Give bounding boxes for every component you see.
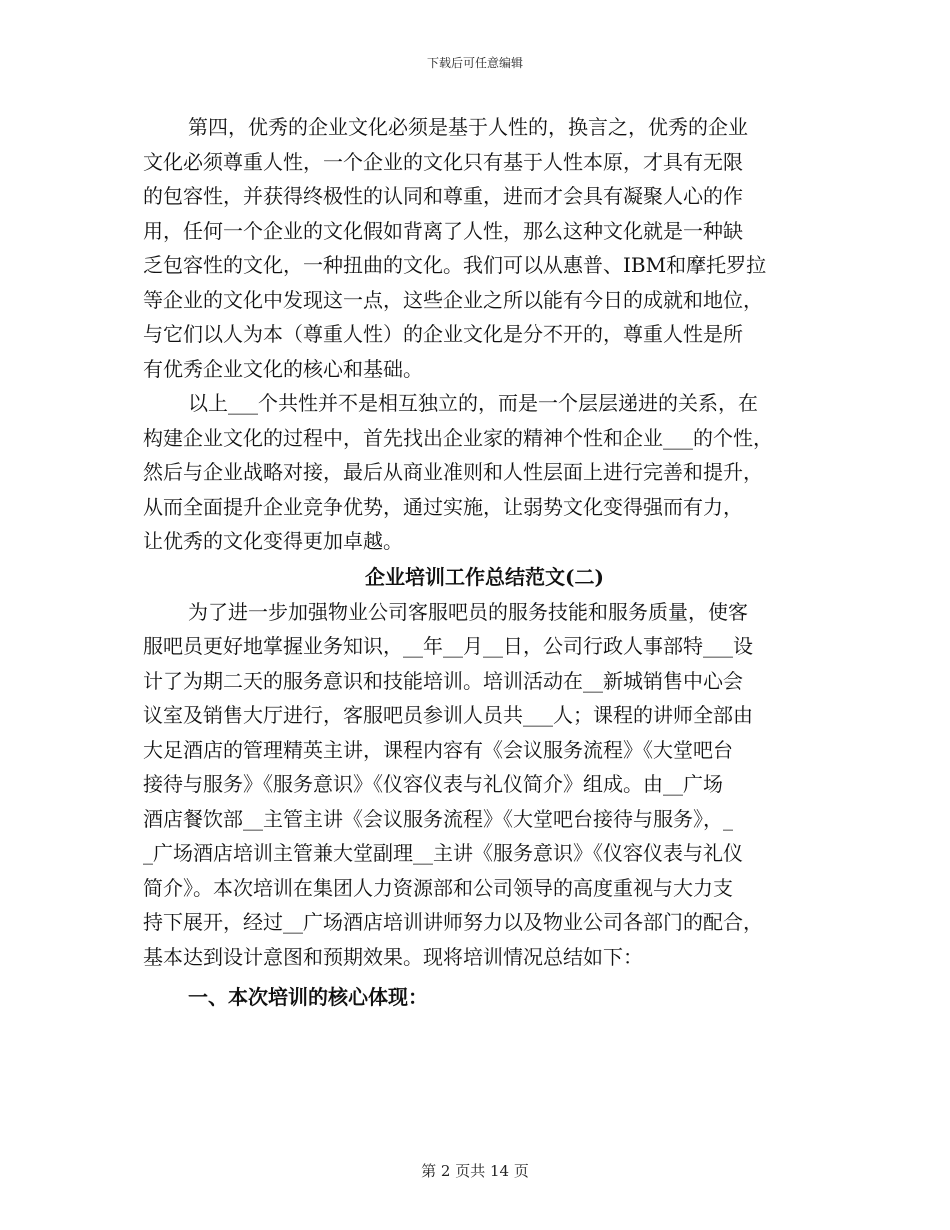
text-line: 的包容性，并获得终极性的认同和尊重，进而才会具有凝聚人心的作 — [143, 184, 743, 208]
text-line: 酒店餐饮部__主管主讲《会议服务流程》《大堂吧台接待与服务》，_ — [143, 806, 733, 831]
text-line: 用，任何一个企业的文化假如背离了人性，那么这种文化就是一种缺 — [143, 218, 743, 243]
article-title: 企业培训工作总结范文(二) — [365, 564, 604, 589]
text-line: 大足酒店的管理精英主讲，课程内容有《会议服务流程》《大堂吧台 — [143, 737, 733, 762]
text-line: 服吧员更好地掌握业务知识，__年__月__日，公司行政人事部特___设 — [143, 634, 753, 658]
text-line: 有优秀企业文化的核心和基础。 — [143, 356, 423, 381]
text-line: 从而全面提升企业竞争优势，通过实施，让弱势文化变得强而有力， — [143, 494, 743, 519]
text-line: 乏包容性的文化，一种扭曲的文化。我们可以从惠普、IBM和摩托罗拉 — [143, 253, 767, 277]
text-line: 等企业的文化中发现这一点，这些企业之所以能有今日的成就和地位， — [143, 287, 763, 312]
paragraph-1 — [143, 110, 811, 386]
text-line: _广场酒店培训主管兼大堂副理__主讲《服务意识》《仪容仪表与礼仪 — [143, 841, 743, 865]
text-line: 然后与企业战略对接，最后从商业准则和人性层面上进行完善和提升， — [143, 460, 763, 484]
text-line: 为了进一步加强物业公司客服吧员的服务技能和服务质量，使客 — [188, 599, 748, 624]
paragraph-3 — [143, 595, 811, 975]
text-line: 议室及销售大厅进行，客服吧员参训人员共___人；课程的讲师全部由 — [143, 703, 753, 727]
text-line: 简介》。本次培训在集团人力资源部和公司领导的高度重视与大力支 — [143, 875, 733, 900]
paragraph-2 — [143, 386, 811, 559]
text-line: 计了为期二天的服务意识和技能培训。培训活动在__新城销售中心会 — [143, 668, 743, 693]
page-number-footer: 第 2 页共 14 页 — [421, 1162, 529, 1180]
document-body — [143, 110, 811, 1016]
text-line: 以上___个共性并不是相互独立的，而是一个层层递进的关系，在 — [188, 391, 758, 415]
text-line: 第四，优秀的企业文化必须是基于人性的，换言之，优秀的企业 — [188, 115, 748, 139]
text-line: 基本达到设计意图和预期效果。现将培训情况总结如下： — [143, 944, 643, 969]
text-line: 构建企业文化的过程中，首先找出企业家的精神个性和企业___的个性， — [143, 425, 773, 450]
header-note: 下载后可任意编辑 — [426, 56, 523, 70]
text-line: 文化必须尊重人性，一个企业的文化只有基于人性本原，才具有无限 — [143, 149, 743, 174]
text-line: 持下展开，经过__广场酒店培训讲师努力以及物业公司各部门的配合， — [143, 910, 763, 934]
text-line: 接待与服务》《服务意识》《仪容仪表与礼仪简介》组成。由__广场 — [143, 772, 723, 796]
text-line: 让优秀的文化变得更加卓越。 — [143, 529, 403, 553]
text-line: 与它们以人为本（尊重人性）的企业文化是分不开的，尊重人性是所 — [143, 322, 743, 346]
section-heading: 一、本次培训的核心体现： — [188, 985, 428, 1009]
